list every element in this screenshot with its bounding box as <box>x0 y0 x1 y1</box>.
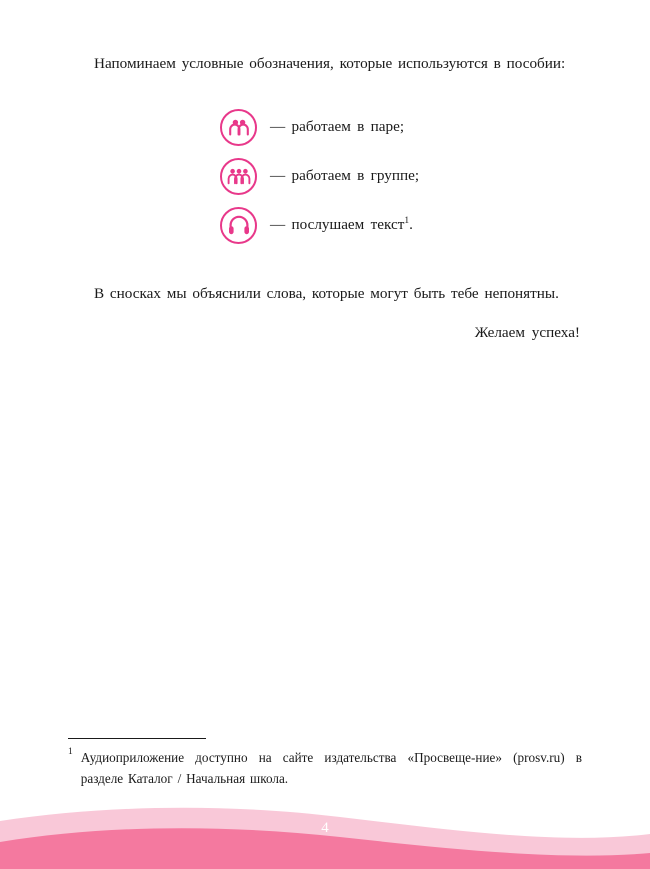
legend-item-audio <box>68 201 582 250</box>
page-content <box>68 52 582 342</box>
footnote-body <box>68 748 582 789</box>
note-block <box>68 282 582 307</box>
wish-line: Желаем успеха! <box>474 324 580 342</box>
legend-list <box>68 103 582 250</box>
footnote-divider <box>68 738 206 739</box>
footnote-marker: 1 <box>68 747 73 757</box>
group-icon <box>220 158 257 195</box>
intro-paragraph: Напоминаем условные обозначения, которые используются в пособии: <box>94 55 566 72</box>
pair-icon <box>220 109 257 146</box>
page-number: 4 <box>321 820 329 836</box>
legend-audio-footnote-marker: 1 <box>404 216 410 227</box>
legend-audio-text: — послушаем текст <box>270 216 405 234</box>
legend-item-pair <box>68 103 582 152</box>
headphones-icon <box>220 207 257 244</box>
legend-item-audio-label <box>270 216 413 234</box>
note-paragraph: В сносках мы объяснили слова, которые могут быть тебе непонятны. <box>94 284 559 302</box>
legend-audio-tail: . <box>409 216 413 234</box>
footnote-text: Аудиоприложение доступно на сайте издательства «Просвеще-ние» (prosv.ru) в разделе Каталог / Начальная школа. <box>80 750 582 786</box>
footnote <box>68 738 582 789</box>
legend-item-pair-label: — работаем в паре; <box>270 118 405 136</box>
legend-item-group-label: — работаем в группе; <box>270 167 420 185</box>
legend-item-group <box>68 152 582 201</box>
